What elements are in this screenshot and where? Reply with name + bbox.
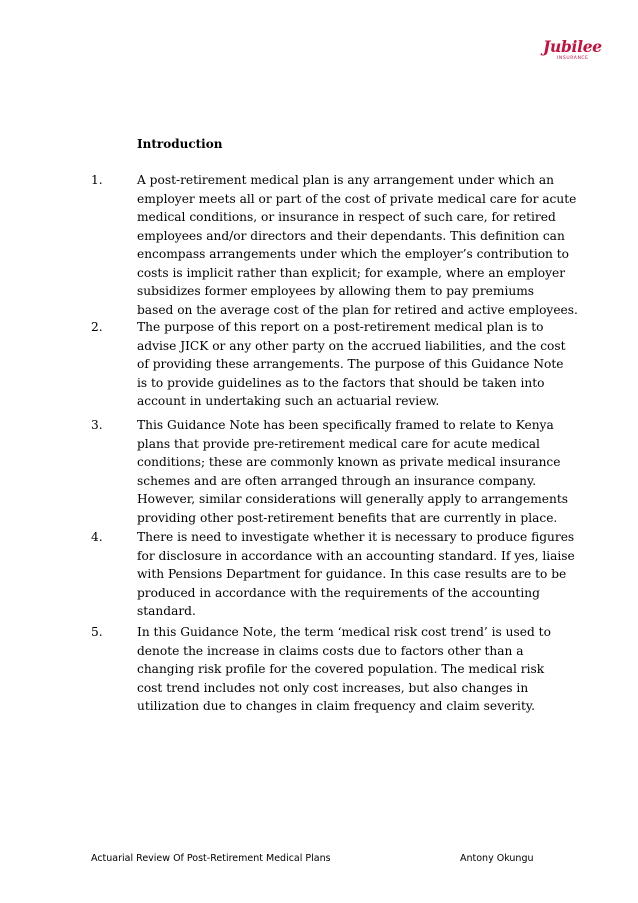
text-line: providing other post-retirement benefits that are currently in place. bbox=[137, 510, 558, 525]
text-line: schemes and are often arranged through an insurance company. bbox=[137, 473, 537, 488]
text-line: for disclosure in accordance with an accounting standard. If yes, liaise bbox=[137, 548, 575, 563]
footer-document-title: Actuarial Review Of Post-Retirement Medical Plans bbox=[91, 853, 331, 864]
paragraph-number: 2. bbox=[91, 320, 103, 334]
logo-subtitle: INSURANCE bbox=[557, 56, 589, 61]
text-line: standard. bbox=[137, 604, 196, 618]
text-line: A post-retirement medical plan is any arrangement under which an bbox=[137, 173, 554, 187]
paragraph-text bbox=[137, 623, 551, 716]
text-line: advise JICK or any other party on the accrued liabilities, and the cost bbox=[137, 338, 566, 353]
text-line: This Guidance Note has been specifically framed to relate to Kenya bbox=[137, 418, 554, 432]
text-line: changing risk profile for the covered population. The medical risk bbox=[137, 662, 545, 676]
text-line: utilization due to changes in claim frequency and claim severity. bbox=[137, 699, 535, 713]
section-heading: Introduction bbox=[137, 137, 223, 151]
text-line: employer meets all or part of the cost of private medical care for acute bbox=[137, 191, 577, 206]
text-line: subsidizes former employees by allowing them to pay premiums bbox=[137, 284, 535, 298]
text-line: denote the increase in claims costs due to factors other than a bbox=[137, 643, 524, 658]
text-line: produced in accordance with the requirements of the accounting bbox=[137, 585, 540, 600]
text-line: with Pensions Department for guidance. In this case results are to be bbox=[137, 567, 567, 581]
paragraph-number: 3. bbox=[91, 418, 103, 432]
text-line: However, similar considerations will generally apply to arrangements bbox=[137, 492, 568, 506]
text-line: In this Guidance Note, the term ‘medical risk cost trend’ is used to bbox=[137, 625, 551, 639]
text-line: costs is implicit rather than explicit; for example, where an employer bbox=[137, 265, 566, 280]
paragraph-number: 4. bbox=[91, 530, 103, 544]
text-line: The purpose of this report on a post-retirement medical plan is to bbox=[137, 320, 544, 334]
paragraph-text bbox=[137, 528, 575, 621]
text-line: conditions; these are commonly known as private medical insurance bbox=[137, 455, 561, 469]
text-line: encompass arrangements under which the employer’s contribution to bbox=[137, 247, 570, 261]
paragraph-number: 1. bbox=[91, 173, 103, 187]
jubilee-logo bbox=[543, 37, 602, 66]
text-line: of providing these arrangements. The purpose of this Guidance Note bbox=[137, 357, 564, 371]
text-line: There is need to investigate whether it is necessary to produce figures bbox=[137, 530, 575, 544]
text-line: employees and/or directors and their dependants. This definition can bbox=[137, 228, 565, 243]
paragraph-text bbox=[137, 416, 568, 527]
paragraph-number: 5. bbox=[91, 625, 103, 639]
paragraph-text bbox=[137, 171, 578, 319]
text-line: based on the average cost of the plan for retired and active employees. bbox=[137, 302, 578, 317]
footer-author: Antony Okungu bbox=[460, 853, 534, 864]
text-line: plans that provide pre-retirement medical care for acute medical bbox=[137, 436, 540, 451]
logo-wordmark: Jubilee bbox=[543, 37, 602, 56]
text-line: is to provide guidelines as to the factors that should be taken into bbox=[137, 375, 545, 390]
paragraph-text bbox=[137, 318, 566, 411]
text-line: cost trend includes not only cost increases, but also changes in bbox=[137, 680, 529, 695]
text-line: medical conditions, or insurance in respect of such care, for retired bbox=[137, 210, 556, 224]
text-line: account in undertaking such an actuarial review. bbox=[137, 394, 440, 408]
